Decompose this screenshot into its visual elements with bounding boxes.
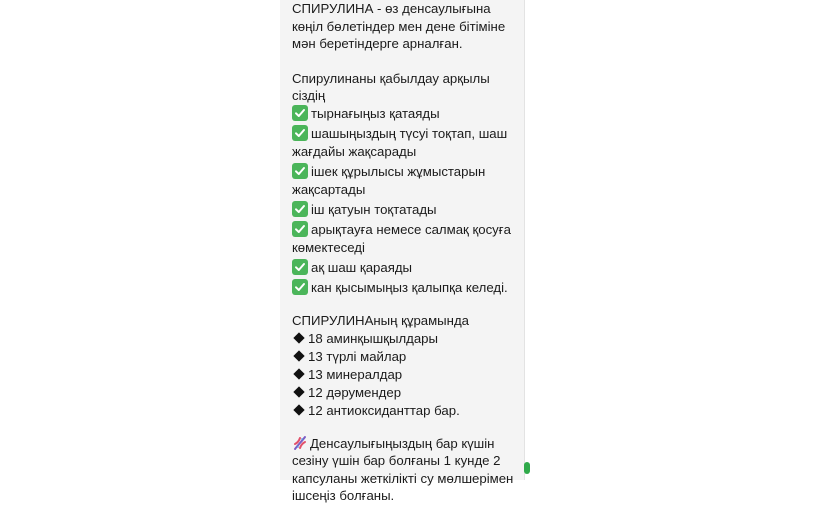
black-diamond-icon xyxy=(293,368,304,379)
benefit-label: ақ шаш қараяды xyxy=(311,259,413,275)
benefit-label: шашыңыздың түсуі тоқтап, шаш жағдайы жақсарады xyxy=(292,126,508,159)
benefit-label: тырнағыңыз қатаяды xyxy=(311,105,440,121)
list-item xyxy=(292,279,524,297)
list-item xyxy=(292,384,524,402)
composition-heading: СПИРУЛИНАның құрамында xyxy=(292,313,469,329)
check-mark-icon xyxy=(292,279,308,295)
benefit-label: кан қысымыңыз қалыпқа келеді. xyxy=(311,279,508,295)
black-diamond-icon xyxy=(293,404,304,415)
message-panel[interactable] xyxy=(280,0,525,504)
benefits-list xyxy=(292,105,524,297)
check-mark-icon xyxy=(292,201,308,217)
benefit-label: арықтауға немесе салмақ қосуға көмектеседі xyxy=(292,221,511,255)
list-item xyxy=(292,330,524,348)
black-diamond-icon xyxy=(293,350,304,361)
check-mark-icon xyxy=(292,105,308,121)
composition-label: 13 түрлі майлар xyxy=(308,348,407,364)
list-item xyxy=(292,348,524,366)
composition-label: 12 дәрумендер xyxy=(308,384,402,400)
check-mark-icon xyxy=(292,125,308,141)
list-item xyxy=(292,125,524,160)
check-mark-icon xyxy=(292,259,308,275)
closing-label: Денсаулығыңыздың бар күшін сезіну үшін бар болғаны 1 кунде 2 капсуланы жеткілікті су мөлшерімен ішсеңіз болғаны. xyxy=(292,435,514,504)
list-item xyxy=(292,163,524,198)
list-item xyxy=(292,259,524,277)
composition-list xyxy=(292,330,524,420)
composition-label: 12 антиоксиданттар бар. xyxy=(308,402,460,418)
list-item xyxy=(292,366,524,384)
list-item xyxy=(292,201,524,219)
intro-text: СПИРУЛИНА - өз денсаулығына көңіл бөлетіндер мен дене бітіміне мән беретіндерге арналған. xyxy=(292,1,506,52)
message-text xyxy=(292,0,524,505)
benefit-label: ішек құрылысы жұмыстарын жақсартады xyxy=(292,163,486,197)
list-item xyxy=(292,105,524,123)
check-mark-icon xyxy=(292,163,308,179)
closing-text xyxy=(292,435,524,505)
composition-label: 13 минералдар xyxy=(308,366,403,382)
black-diamond-icon xyxy=(293,332,304,343)
right-background xyxy=(528,0,816,480)
left-background xyxy=(0,0,280,480)
black-diamond-icon xyxy=(293,386,304,397)
benefit-label: іш қатуын тоқтатады xyxy=(311,201,437,217)
composition-label: 18 аминқышқылдары xyxy=(308,330,438,346)
benefits-heading: Спирулинаны қабылдау арқылы сіздің xyxy=(292,70,490,104)
list-item xyxy=(292,221,524,256)
scroll-indicator[interactable] xyxy=(524,462,530,474)
list-item xyxy=(292,402,524,420)
check-mark-icon xyxy=(292,221,308,237)
dna-icon xyxy=(292,435,308,451)
